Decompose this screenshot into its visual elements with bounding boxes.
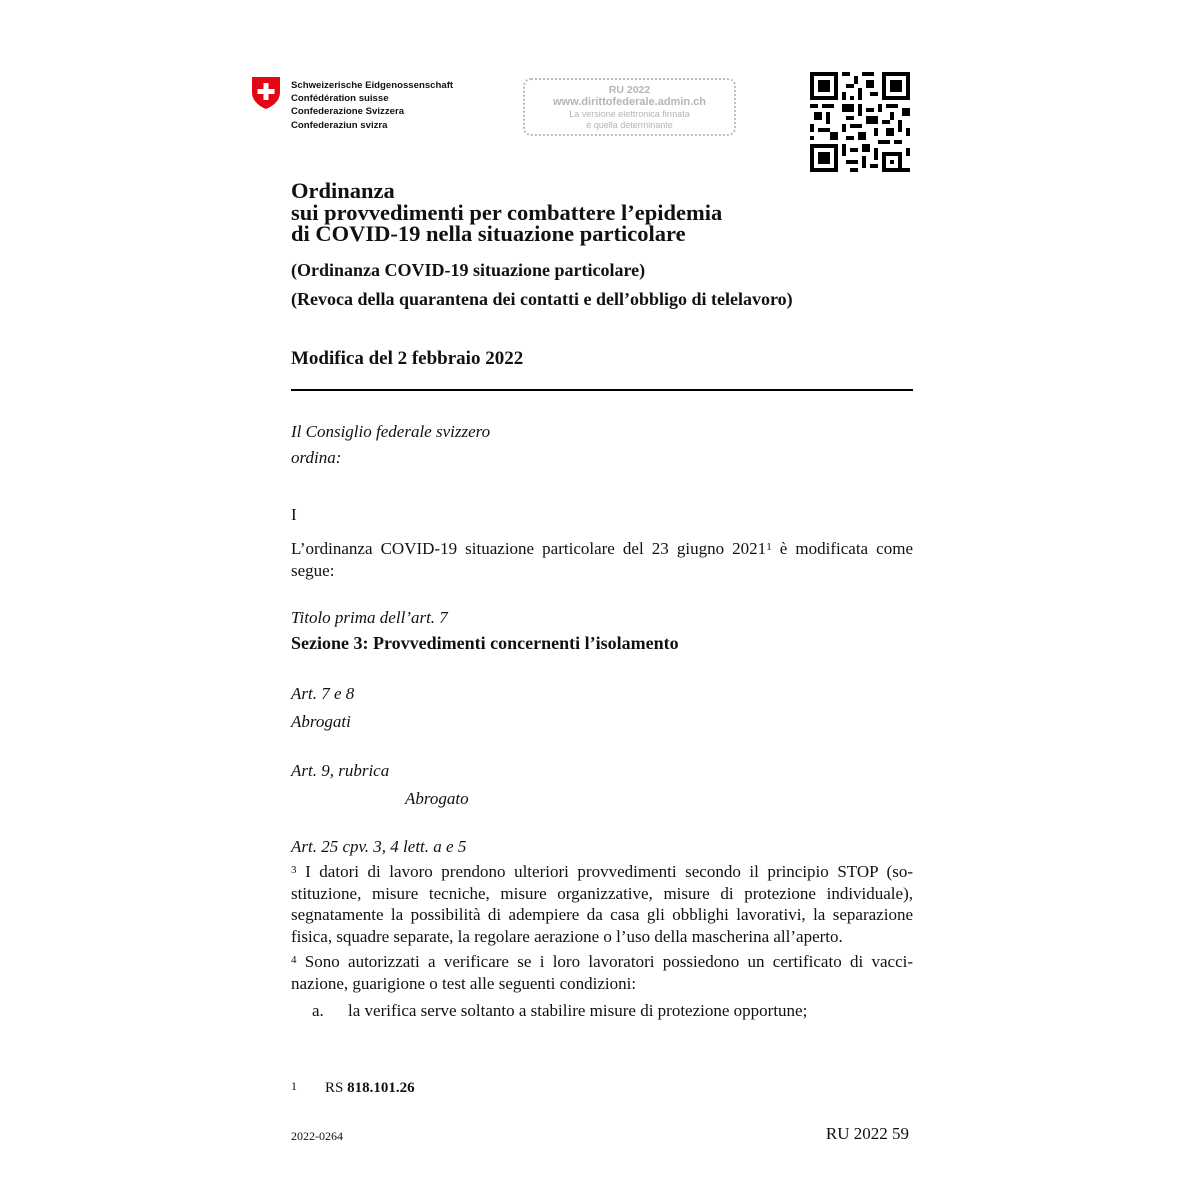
qr-code-icon xyxy=(810,72,910,172)
art-25-paragraph-4 xyxy=(291,951,913,994)
federation-name-de: Schweizerische Eidgenossenschaft xyxy=(291,80,454,91)
preamble-authority: Il Consiglio federale svizzero xyxy=(291,422,491,441)
title-line-1: Ordinanza xyxy=(291,178,395,203)
stamp-collection: RU 2022 xyxy=(608,84,651,96)
para-3-line-2: stituzione, misure tecniche, misure organizzative, misure di protezione individuale), xyxy=(291,883,913,903)
document-number: 2022-0264 xyxy=(291,1129,343,1143)
item-a-text: la verifica serve soltanto a stabilire misure di protezione opportune; xyxy=(348,1001,808,1020)
para-3-text-1: I datori di lavoro prendono ulteriori provvedimenti secondo il principio STOP (so- xyxy=(296,862,913,881)
para-4-number: 4 xyxy=(291,954,297,966)
para-3-line-4: fisica, squadre separate, la regolare aerazione o l’uso della mascherina all’aperto. xyxy=(291,926,843,946)
section-heading: Sezione 3: Provvedimenti concernenti l’isolamento xyxy=(291,633,679,653)
preamble-ordina: ordina: xyxy=(291,448,342,467)
footnote-prefix: RS xyxy=(325,1080,348,1096)
electronic-version-stamp xyxy=(523,78,736,136)
federation-name-rm: Confederaziun svizra xyxy=(291,119,388,131)
para-4-line-1 xyxy=(291,951,913,973)
short-title: (Ordinanza COVID-19 situazione particolare) xyxy=(291,260,646,280)
stamp-note-1: La versione elettronica firmata xyxy=(569,109,690,119)
title-line-3: di COVID-19 nella situazione particolare xyxy=(291,221,686,246)
art-7-8-text: Abrogati xyxy=(291,712,351,731)
stamp-note-2: è quella determinante xyxy=(586,119,673,130)
para-4-line-2: nazione, guarigione o test alle seguenti condizioni: xyxy=(291,973,637,993)
amendment-date: Modifica del 2 febbraio 2022 xyxy=(291,348,524,369)
art-9-text: Abrogato xyxy=(405,789,469,808)
intro-paragraph xyxy=(291,538,913,581)
para-3-number: 3 xyxy=(291,864,297,876)
para-4-text-1: Sono autorizzati a verificare se i loro lavoratori possiedono un certificato di vacci- xyxy=(296,952,913,971)
federation-name-it: Confederazione Svizzera xyxy=(291,106,405,118)
page-reference: RU 2022 59 xyxy=(825,1124,909,1143)
title-divider xyxy=(291,389,913,391)
art-25-paragraph-3 xyxy=(291,861,913,947)
footnote-ref-number: 818.101.26 xyxy=(347,1080,415,1096)
intro-text: L’ordinanza COVID-19 situazione particolare del 23 giugno 2021 xyxy=(291,539,767,558)
titolo-label: Titolo prima dell’art. 7 xyxy=(291,608,448,627)
para-3-line-3: segnatamente la possibilità di adempiere da casa gli obblighi lavorativi, la separazione xyxy=(291,905,913,924)
footnote-number: 1 xyxy=(291,1079,297,1093)
swiss-cross-icon xyxy=(251,76,281,110)
footnote-ref: 1 xyxy=(766,541,772,553)
item-a-letter: a. xyxy=(312,1001,324,1020)
art-9-label: Art. 9, rubrica xyxy=(291,761,390,780)
title-line-2: sui provvedimenti per combattere l’epidemia xyxy=(291,199,723,225)
art-25-label: Art. 25 cpv. 3, 4 lett. a e 5 xyxy=(291,837,467,856)
federation-names xyxy=(291,79,453,132)
ordinance-title xyxy=(291,180,722,245)
intro-line-2: segue: xyxy=(291,560,335,580)
subject-title: (Revoca della quarantena dei contatti e dell’obbligo di telelavoro) xyxy=(291,289,793,309)
para-3-line-1 xyxy=(291,861,913,883)
footnote-text xyxy=(325,1080,415,1097)
stamp-url: www.dirittofederale.admin.ch xyxy=(552,96,706,108)
section-number: I xyxy=(291,505,297,524)
federation-name-fr: Confédération suisse xyxy=(291,93,389,105)
intro-line-1 xyxy=(291,538,913,560)
intro-text-end: è modificata come xyxy=(771,539,913,558)
art-7-8-label: Art. 7 e 8 xyxy=(291,684,355,703)
